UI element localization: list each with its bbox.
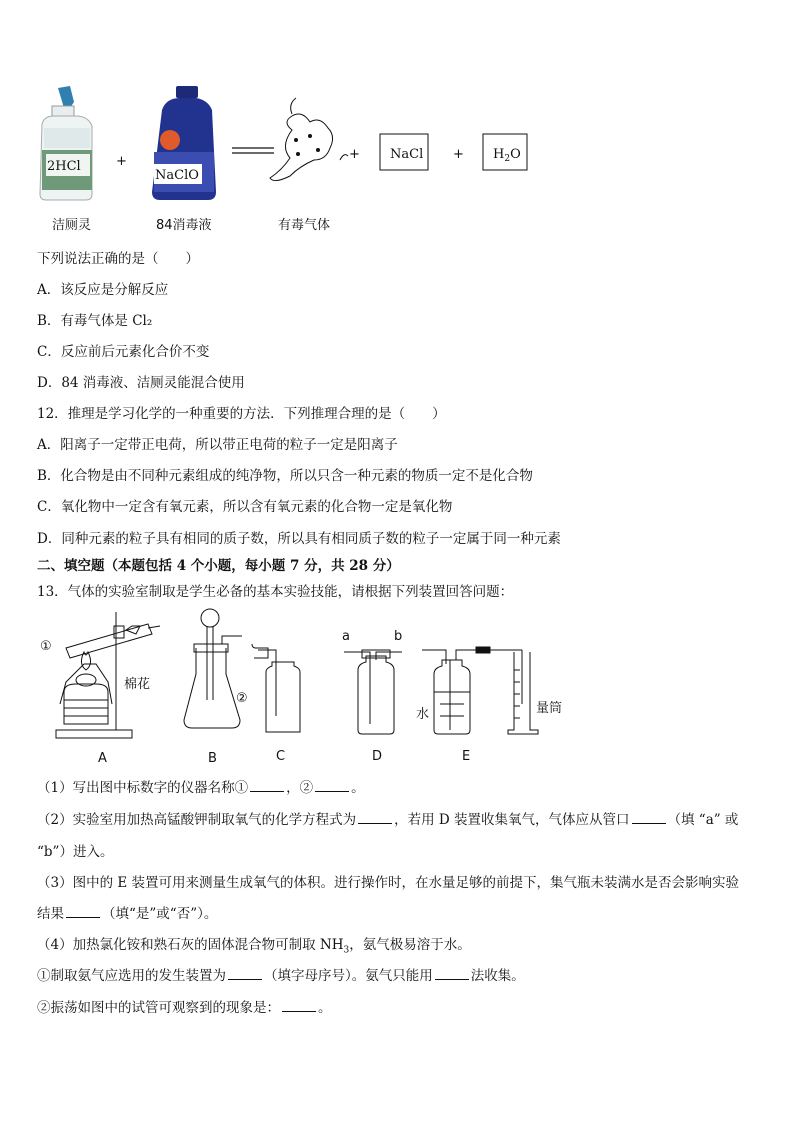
apparatus-label-e: E: [462, 749, 471, 764]
plus-sign-1: +: [116, 154, 127, 169]
gas-caption: 有毒气体: [278, 218, 331, 233]
cylinder-label: 量筒: [536, 701, 563, 716]
apparatus-label-c: C: [276, 749, 286, 764]
q12-option-a: A．阳离子一定带正电荷，所以带正电荷的粒子一定是阳离子: [37, 437, 398, 453]
toilet-cleaner-bottle-icon: [40, 86, 92, 200]
q13-part3-cont: 结果 （填“是”或“否”）。: [37, 906, 218, 922]
apparatus-d-bottle: [344, 650, 402, 734]
product1-formula: NaCl: [390, 147, 424, 162]
plus-sign-3: +: [453, 147, 464, 162]
bottle1-formula: 2HCl: [47, 159, 81, 174]
answer-blank[interactable]: [228, 967, 262, 980]
q12-option-d: D．同种元素的粒子具有相同的质子数，所以具有相同质子数的粒子一定属于同一种元素: [37, 531, 561, 547]
q11-option-d: D．84 消毒液、洁厕灵能混合使用: [37, 375, 245, 391]
q12-stem: 12．推理是学习化学的一种重要的方法．下列推理合理的是（ ）: [37, 406, 446, 422]
q13-part4: （4）加热氯化铵和熟石灰的固体混合物可制取 $NH_3$，氨气极易溶于水。: [37, 937, 471, 956]
q11-option-c: C．反应前后元素化合价不变: [37, 344, 210, 360]
answer-blank[interactable]: [282, 999, 316, 1012]
apparatus-label-a: A: [98, 751, 107, 766]
apparatus-figure: [36, 604, 596, 770]
q13-part2-cont: “b”）进入。: [37, 844, 114, 860]
q13-part2: （2）实验室用加热高锰酸钾制取氧气的化学方程式为 ，若用 D 装置收集氧气，气体应从管口 （填 “a” 或: [37, 812, 739, 828]
answer-blank[interactable]: [315, 779, 349, 792]
apparatus-label-d: D: [372, 749, 383, 764]
product2-formula: $H_2O$: [493, 147, 521, 164]
q11-option-a: A．该反应是分解反应: [37, 282, 169, 298]
tube-b-label: b: [394, 629, 403, 644]
q13-part4-2: ②振荡如图中的试管可观察到的现象是： 。: [37, 1000, 332, 1016]
plus-sign-2: +: [349, 147, 360, 162]
apparatus-c-gas-jar: [252, 644, 300, 732]
marker-1: ①: [40, 639, 52, 654]
toxic-gas-icon: [270, 98, 348, 181]
marker-2: ②: [236, 691, 248, 706]
answer-blank[interactable]: [66, 905, 100, 918]
bottle2-caption: 84消毒液: [156, 218, 212, 233]
q12-option-c: C．氧化物中一定含有氧元素，所以含有氧元素的化合物一定是氧化物: [37, 499, 453, 515]
q12-option-b: B．化合物是由不同种元素组成的纯净物，所以只含一种元素的物质一定不是化合物: [37, 468, 533, 484]
answer-blank[interactable]: [250, 779, 284, 792]
reaction-figure: [30, 80, 550, 240]
q13-stem: 13．气体的实验室制取是学生必备的基本实验技能，请根据下列装置回答问题：: [37, 584, 514, 600]
tube-a-label: a: [342, 629, 350, 644]
bottle1-caption: 洁厕灵: [52, 218, 92, 233]
bottle2-formula: NaClO: [155, 168, 199, 183]
apparatus-b-flask: [184, 609, 242, 728]
q13-part4-1: ①制取氨气应选用的发生装置为 （填字母序号）。氨气只能用 法收集。: [37, 968, 525, 984]
apparatus-a-heating-setup: [56, 612, 160, 738]
cotton-label: 棉花: [124, 677, 151, 692]
water-label: 水: [416, 707, 430, 722]
answer-blank[interactable]: [435, 967, 469, 980]
q11-stem: 下列说法正确的是（ ）: [37, 251, 199, 267]
apparatus-label-b: B: [208, 751, 217, 766]
section2-heading: 二、填空题（本题包括 4 个小题，每小题 7 分，共 28 分）: [37, 558, 400, 574]
answer-blank[interactable]: [632, 811, 666, 824]
q13-part3: （3）图中的 E 装置可用来测量生成氧气的体积。进行操作时，在水量足够的前提下，集气瓶未装满水是否会影响实验: [37, 875, 740, 891]
q13-part1: （1）写出图中标数字的仪器名称① ，② 。: [37, 780, 365, 796]
q11-option-b: B．有毒气体是 Cl₂: [37, 313, 153, 329]
answer-blank[interactable]: [358, 811, 392, 824]
apparatus-e-measuring-setup: [422, 647, 538, 734]
